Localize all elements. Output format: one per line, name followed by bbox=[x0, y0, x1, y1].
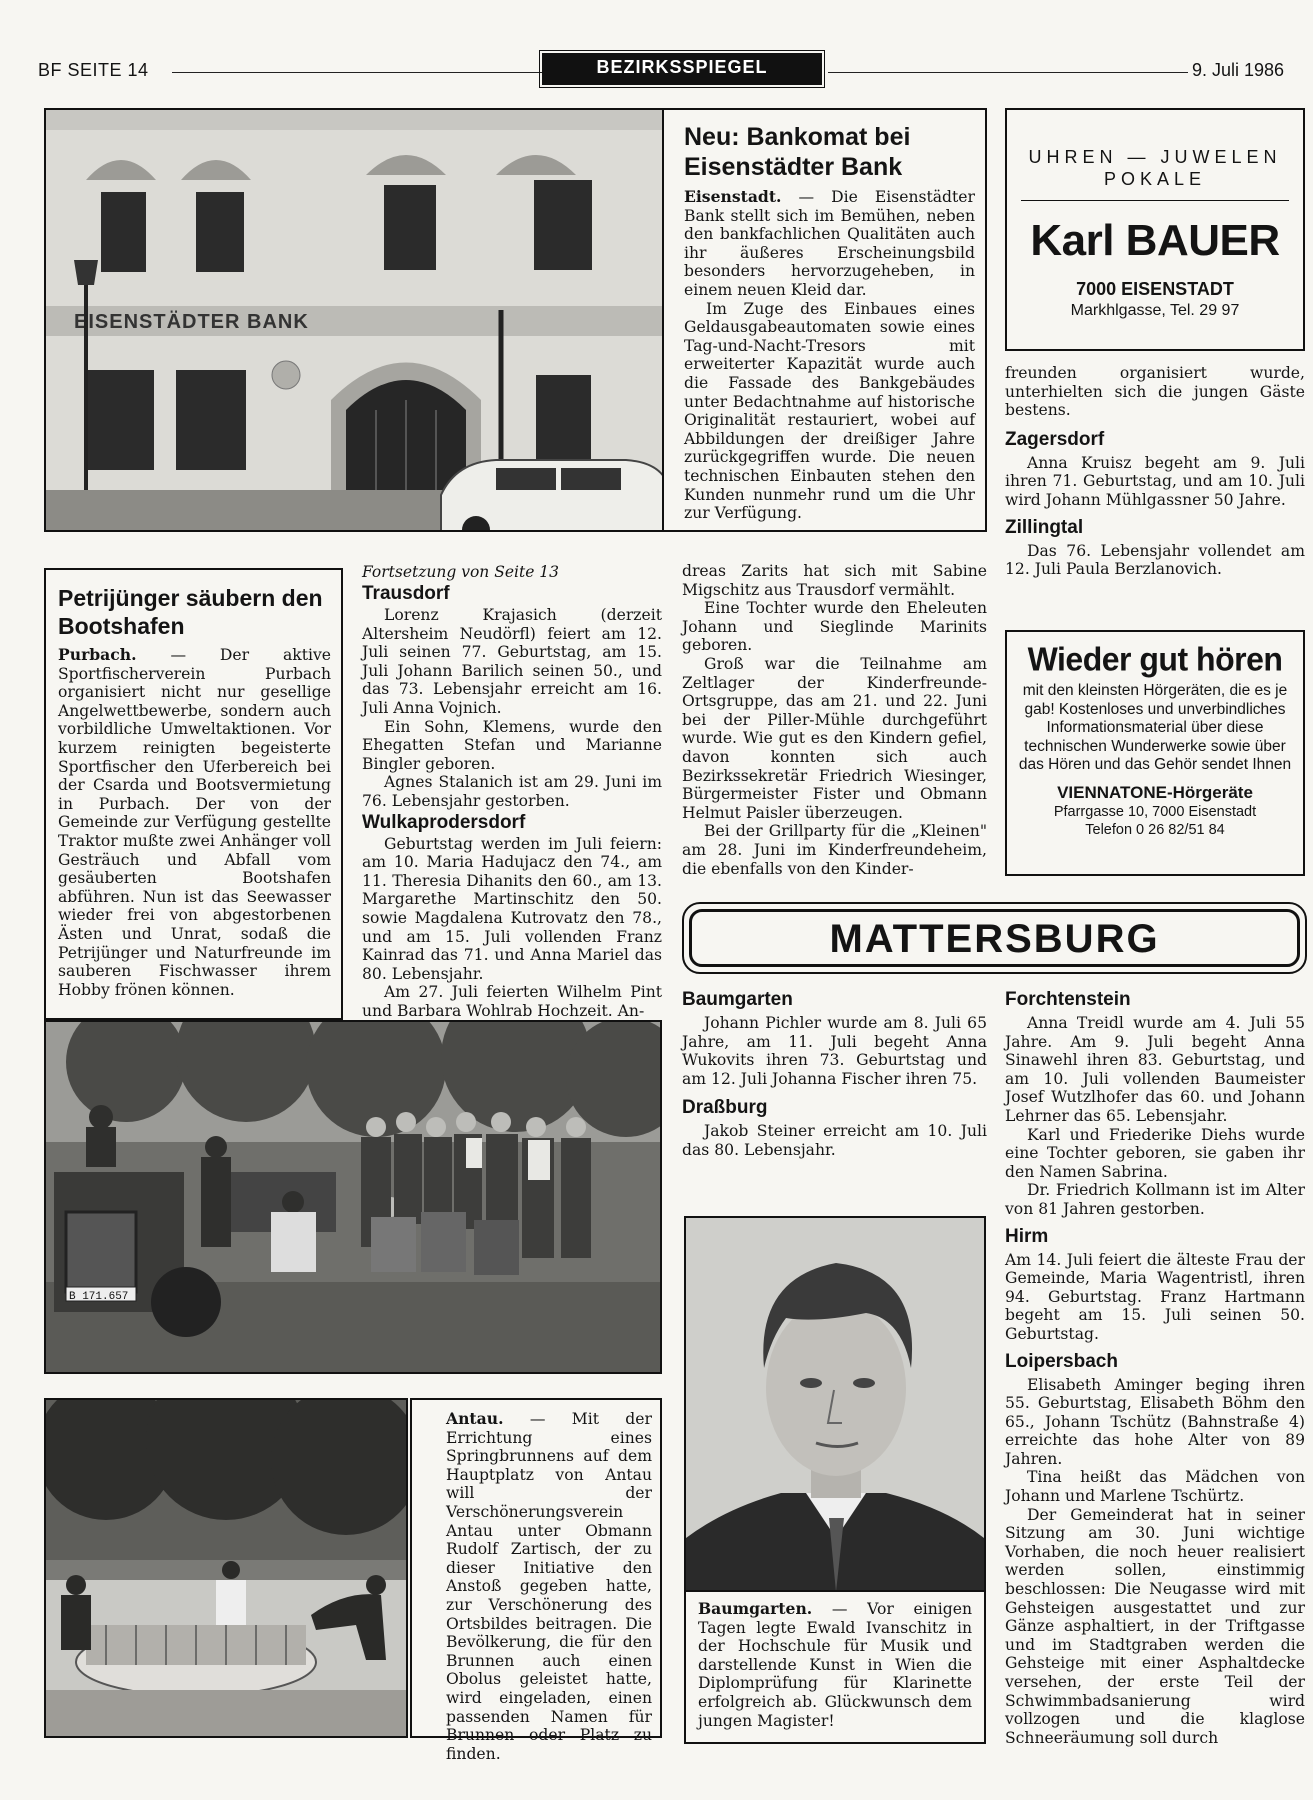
header-rule-left bbox=[172, 72, 542, 73]
ad-bauer-divider bbox=[1021, 200, 1289, 201]
continuation-note: Fortsetzung von Seite 13 bbox=[362, 563, 560, 581]
tractor-plate: B 171.657 bbox=[69, 1291, 129, 1303]
purbach-title: Petrijünger säubern den Bootshafen bbox=[58, 585, 323, 639]
purbach-article-box bbox=[44, 568, 343, 1020]
drassburg-head: Draßburg bbox=[682, 1097, 768, 1119]
zillingtal-text: Das 76. Lebensjahr vollendet am 12. Juli Paula Berzlanovich. bbox=[1005, 541, 1305, 579]
ad-hoeren-brand: VIENNATONE-Hörgeräte bbox=[1057, 782, 1253, 802]
loipersbach-text: Elisabeth Aminger beging ihren 55. Geburtstag, Elisabeth Böhm den 65., Johann Tschütz (Bahnstraße 4) erreichte das hohe Alter von 89 Jahren. Tina heißt das Mädchen von Johann und Marlene Tschürtz. Der Gemeinderat hat in seiner Sitzung am 30. Juni wichtige Vorhaben, die noch heuer realisiert werden sollen, einstimmig beschlossen: Die Neugasse wird mit Gehsteigen ausgestattet und zur Gänze asphaltiert, in der Triftgasse und im Stadtgraben werden die Gehsteige mit einer Asphaltdecke versehen, der erste Teil der Schwimmbadsanierung wird vollzogen und die klaglose Schneeräumung soll durch bbox=[1005, 1375, 1305, 1747]
ad-bauer-city: 7000 EISENSTADT bbox=[1076, 279, 1234, 299]
mattersburg-title: MATTERSBURG bbox=[689, 909, 1300, 967]
ad-bauer-line2: POKALE bbox=[1103, 169, 1207, 189]
ad-bauer-name: Karl BAUER bbox=[1030, 216, 1280, 265]
drassburg-text: Jakob Steiner erreicht am 10. Juli das 80. Lebensjahr. bbox=[682, 1122, 987, 1159]
bank-article-p1: — Die Eisenstädter Bank stellt sich im Bemühen, neben den bankfachlichen Qualitäten auch ihr äußeres Erscheinungsbild besonders hervorzugeheben, in einem neuen Kleid dar. bbox=[684, 188, 975, 299]
bank-article-p2: Im Zuge des Einbaues eines Geldausgabeautomaten sowie eines Tag-und-Nacht-Tresors mit erweiterter Kapazität wurde auch die Fassade des Bankgebäudes unter Bedachtnahme auf historische Originalität restauriert, wobei auf Abbildungen der dreißiger Jahre zurückgegriffen wurde. Die neuen technischen Einbauten stehen den Kunden nunmehr rund um die Uhr zur Verfügung. bbox=[684, 299, 975, 523]
baumgarten-head: Baumgarten bbox=[682, 989, 793, 1010]
portrait-caption-text: — Vor einigen Tagen legte Ewald Ivanschitz in der Hochschule für Musik und darstellende Kunst in Wien die Diplomprüfung für Klarinette erfolgreich ab. Glückwunsch dem jungen Magister! bbox=[698, 1600, 972, 1730]
trausdorf-text: Lorenz Krajasich (derzeit Altersheim Neudörfl) feiert am 12. Juli seinen 77. Geburtstag, am 15. Juli Johann Barilich seinen 50., und das 73. Lebensjahr erreicht am 16. Juli Anna Vojnich. Ein Sohn, Klemens, wurde den Ehegatten Stefan und Marianne Bingler geboren. Agnes Stalanich ist am 29. Juni im 76. Lebensjahr gestorben. bbox=[362, 606, 662, 810]
antau-fountain-photo bbox=[44, 1398, 408, 1738]
bank-article-box bbox=[662, 108, 987, 532]
purbach-body: — Der aktive Sportfischerverein Purbach organisiert nicht nur gesellige Angelwettbewerbe, sondern auch vorbildliche Umweltaktionen. Vor kurzem reinigten begeisterte Sportfischer den Uferbereich bei der Csarda und Bootsvermietung in Purbach. Der von der Gemeinde zur Verfügung gestellte Traktor mußte zwei Anhänger voll Gesträuch und Abfall vom gesäuberten Bootshafen abführen. Nun ist das Seewasser wieder frei von abgestorbenen Ästen und Unrat, sodaß die Petrijünger und Naturfreunde im sauberen Fischwasser ihrem Hobby frönen können. bbox=[58, 646, 331, 999]
wulkaprodersdorf-head: Wulkaprodersdorf bbox=[362, 811, 526, 833]
page-number: BF SEITE 14 bbox=[38, 60, 149, 80]
ad-hoeren-text: mit den kleinsten Hörgeräten, die es je gab! Kostenloses und unverbindliches Informationsmaterial über diese technischen Wunderwerke sowie über das Hören und das Gehör sendet Ihnen bbox=[1018, 682, 1292, 774]
portrait-caption-place: Baumgarten. bbox=[698, 1599, 813, 1618]
zillingtal-head: Zillingtal bbox=[1005, 516, 1084, 538]
antau-article-box bbox=[410, 1398, 662, 1763]
forchtenstein-head: Forchtenstein bbox=[1005, 989, 1131, 1010]
bank-facade-sign: EISENSTÄDTER BANK bbox=[74, 311, 309, 333]
purbach-text bbox=[58, 646, 331, 999]
loipersbach-head: Loipersbach bbox=[1005, 1350, 1118, 1372]
ad-karl-bauer bbox=[1005, 108, 1305, 351]
sportfischer-group-photo bbox=[44, 1020, 662, 1374]
issue-date: 9. Juli 1986 bbox=[1192, 60, 1285, 80]
mattersburg-banner bbox=[682, 902, 1307, 974]
purbach-place: Purbach. bbox=[58, 645, 137, 664]
trausdorf-continued: dreas Zarits hat sich mit Sabine Migschitz aus Trausdorf vermählt. Eine Tochter wurde den Eheleuten Johann und Sieglinde Marinits geboren. Groß war die Teilnahme am Zeltlager der Kinderfreunde-Ortsgruppe, das am 21. und 22. Juni bei der Piller-Mühle durchgeführt wurde. Wie gut es den Kindern gefiel, davon konnten sich auch Bezirkssekretär Friedrich Wiesinger, Bürgermeister Fister und Obmann Helmut Paisler überzeugen. Bei der Grillparty für die „Kleinen" am 28. Juni im Kinderfreundeheim, die ebenfalls von den Kinder- bbox=[682, 562, 987, 878]
column-middle bbox=[362, 562, 662, 1020]
column-right-top bbox=[1005, 364, 1305, 579]
ad-bauer-address: Markhlgasse, Tel. 29 97 bbox=[1070, 302, 1240, 319]
column-mattersburg-right bbox=[1005, 988, 1305, 1747]
bank-article-place: Eisenstadt. bbox=[684, 187, 782, 206]
wulkaprodersdorf-text: Geburtstag werden im Juli feiern: am 10. Maria Hadujacz den 74., am 11. Theresia Dihanits den 60., am 13. Margarethe Martinschitz den 50. sowie Magdalena Kutrovatz den 78., und am 15. Juli vollenden Franz Kainrad das 71. und Anna Mariel das 80. Lebensjahr. Am 27. Juli feierten Wilhelm Pint und Barbara Wohlrab Hochzeit. An- bbox=[362, 834, 662, 1020]
portrait-photo bbox=[686, 1218, 984, 1592]
header-rule-right bbox=[828, 72, 1188, 73]
section-title-badge: BEZIRKSSPIEGEL bbox=[542, 53, 822, 85]
column-center bbox=[682, 562, 987, 878]
ad-bauer-line1: UHREN — JUWELEN bbox=[1028, 147, 1282, 167]
trausdorf-head: Trausdorf bbox=[362, 583, 450, 604]
antau-body: — Mit der Errichtung eines Springbrunnens auf dem Hauptplatz von Antau will der Verschönerungsverein Antau unter Obmann Rudolf Zartisch, der zu dieser Initiative den Anstoß gegeben hatte, zur Verschönerung des Ortsbildes beitragen. Die Bevölkerung, die für den Brunnen auch einen Obolus geleistet hatte, wird eingeladen, einen passenden Namen für Brunnen oder Platz zu finden. bbox=[446, 1410, 652, 1763]
zagersdorf-text: Anna Kruisz begeht am 9. Juli ihren 71. Geburtstag, und am 10. Juli wird Johann Mühlgassner 50 Jahre. bbox=[1005, 453, 1305, 509]
bank-article-title: Neu: Bankomat bei Eisenstädter Bank bbox=[684, 123, 911, 181]
portrait-caption bbox=[686, 1592, 984, 1730]
ad-hoeren-title: Wieder gut hören bbox=[1027, 640, 1283, 678]
hirm-text: Am 14. Juli feiert die älteste Frau der Gemeinde, Maria Wagentristl, ihren 94. Geburtstag. Franz Hartmann begeht am 15. Juli seinen 50. Geburtstag. bbox=[1005, 1250, 1305, 1343]
antau-text bbox=[446, 1410, 652, 1763]
baumgarten-text: Johann Pichler wurde am 8. Juli 65 Jahre, am 11. Juli begeht Anna Wukovits ihren 73. Geburtstag und am 12. Juli Johanna Fischer ihren 75. bbox=[682, 1014, 987, 1088]
forchtenstein-text: Anna Treidl wurde am 4. Juli 55 Jahre. Am 9. Juli begeht Anna Sinawehl ihren 83. Geburtstag, und am 10. Juli vollenden Baumeister Josef Wutzlhofer das 60. und Johann Lehrner das 65. Lebensjahr. Karl und Friederike Diehs wurde eine Tochter geboren, sie gaben ihr den Namen Sabrina. Dr. Friedrich Kollmann ist im Alter von 81 Jahren gestorben. bbox=[1005, 1014, 1305, 1218]
zagersdorf-head: Zagersdorf bbox=[1005, 428, 1105, 450]
bank-article-text bbox=[684, 188, 975, 523]
ad-hoeren-phone: Telefon 0 26 82/51 84 bbox=[1085, 821, 1225, 838]
ad-hoeren-address: Pfarrgasse 10, 7000 Eisenstadt bbox=[1053, 803, 1257, 820]
antau-place: Antau. bbox=[446, 1409, 504, 1428]
column-mattersburg-left bbox=[682, 988, 987, 1160]
ad-viennatone bbox=[1005, 630, 1305, 876]
hirm-head: Hirm bbox=[1005, 1225, 1049, 1247]
kinderfreunde-continuation: freunden organisiert wurde, unterhielten sich die jungen Gäste bestens. bbox=[1005, 364, 1305, 420]
bank-building-photo bbox=[44, 108, 664, 532]
portrait-box bbox=[684, 1216, 986, 1744]
